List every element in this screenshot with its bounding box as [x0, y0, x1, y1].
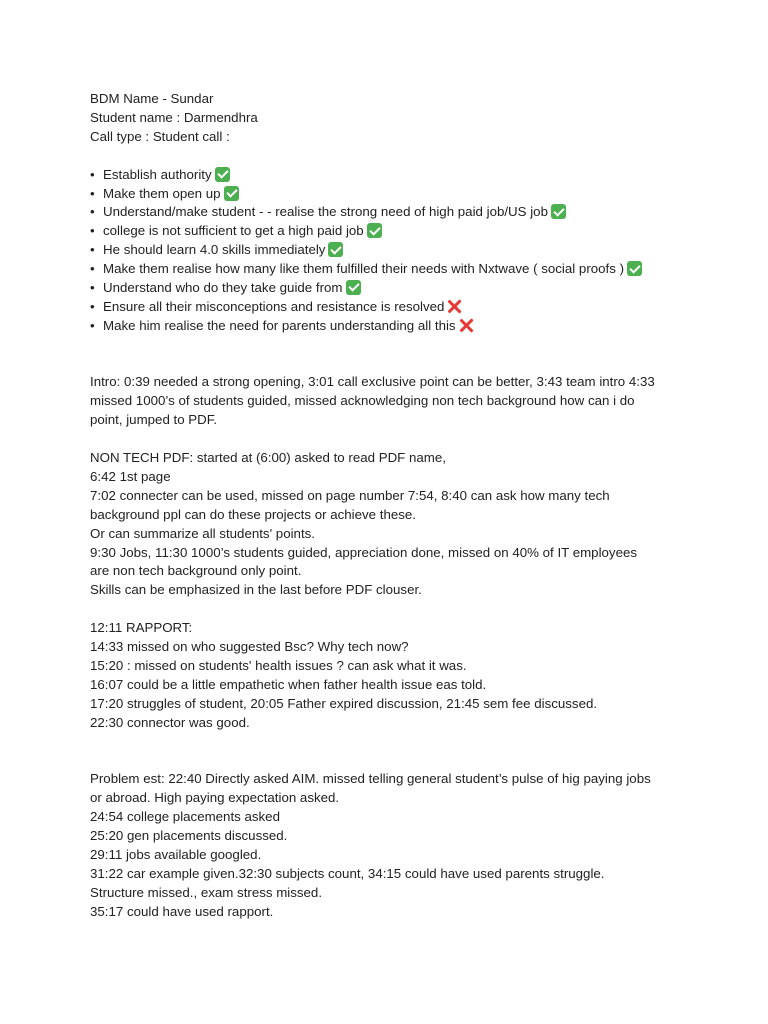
non-tech-pdf-line: Skills can be emphasized in the last before PDF clouser. [90, 582, 422, 598]
rapport-section [90, 619, 690, 732]
rapport-line: 17:20 struggles of student, 20:05 Father expired discussion, 21:45 sem fee discussed. [90, 695, 598, 711]
checklist-item [90, 185, 690, 204]
check-mark-icon [328, 242, 343, 257]
problem-est-line: 24:54 college placements asked [90, 809, 280, 825]
problem-est-line: 25:20 gen placements discussed. [90, 828, 288, 844]
rapport-line: 16:07 could be a little empathetic when father health issue eas told. [90, 676, 487, 692]
checklist-item [90, 166, 690, 185]
checklist-item-text: Make him realise the need for parents understanding all this [103, 317, 456, 333]
checklist-item-text: Ensure all their misconceptions and resistance is resolved [103, 298, 445, 314]
checklist-item [90, 203, 690, 222]
problem-est-line: Structure missed., exam stress missed. [90, 884, 323, 900]
problem-est-line: or abroad. High paying expectation asked. [90, 790, 340, 806]
checklist-item [90, 222, 690, 241]
check-mark-icon [551, 204, 566, 219]
bullet-icon: • [90, 166, 95, 182]
intro-line: point, jumped to PDF. [90, 412, 218, 428]
checklist-item-text: Understand who do they take guide from [103, 279, 343, 295]
header-block [90, 90, 690, 147]
cross-mark-icon [447, 299, 462, 314]
checklist-item-text: Make them realise how many like them fulfilled their needs with Nxtwave ( social proofs ) [103, 261, 625, 277]
non-tech-pdf-section [90, 449, 690, 600]
checklist-item [90, 241, 690, 260]
rapport-line: 15:20 : missed on students' health issues ? can ask what it was. [90, 657, 467, 673]
call-type: Call type : Student call : [90, 128, 230, 144]
problem-est-line: 35:17 could have used rapport. [90, 903, 274, 919]
intro-section [90, 373, 690, 430]
non-tech-pdf-line: Or can summarize all students' points. [90, 525, 315, 541]
checklist-item [90, 298, 690, 317]
check-mark-icon [346, 280, 361, 295]
student-name: Student name : Darmendhra [90, 109, 258, 125]
checklist-item [90, 317, 690, 336]
bullet-icon: • [90, 204, 95, 220]
problem-est-line: 31:22 car example given.32:30 subjects count, 34:15 could have used parents struggle. [90, 865, 605, 881]
problem-est-section [90, 770, 690, 921]
checklist-item [90, 260, 690, 279]
check-mark-icon [215, 167, 230, 182]
intro-line: Intro: 0:39 needed a strong opening, 3:01 call exclusive point can be better, 3:43 team intro 4:33 [90, 374, 655, 390]
bullet-icon: • [90, 242, 95, 258]
rapport-line: 12:11 RAPPORT: [90, 620, 193, 636]
non-tech-pdf-line: background ppl can do these projects or achieve these. [90, 506, 416, 522]
checklist-item [90, 279, 690, 298]
problem-est-line: 29:11 jobs available googled. [90, 847, 262, 863]
bdm-name: BDM Name - Sundar [90, 91, 214, 106]
checklist-item-text: Make them open up [103, 185, 221, 201]
checklist-item-text: college is not sufficient to get a high paid job [103, 223, 364, 239]
bullet-icon: • [90, 317, 95, 333]
bullet-icon: • [90, 279, 95, 295]
non-tech-pdf-line: 7:02 connecter can be used, missed on page number 7:54, 8:40 can ask how many tech [90, 487, 610, 503]
bullet-icon: • [90, 223, 95, 239]
checklist-item-text: Establish authority [103, 166, 212, 182]
cross-mark-icon [459, 318, 474, 333]
check-mark-icon [224, 186, 239, 201]
bullet-icon: • [90, 261, 95, 277]
rapport-line: 22:30 connector was good. [90, 714, 250, 730]
non-tech-pdf-line: NON TECH PDF: started at (6:00) asked to read PDF name, [90, 450, 446, 466]
document-page [90, 90, 690, 922]
non-tech-pdf-line: are non tech background only point. [90, 563, 302, 579]
bullet-icon: • [90, 185, 95, 201]
intro-line: missed 1000’s of students guided, missed acknowledging non tech background how can i do [90, 393, 635, 409]
checklist-item-text: He should learn 4.0 skills immediately [103, 242, 326, 258]
check-mark-icon [367, 223, 382, 238]
rapport-line: 14:33 missed on who suggested Bsc? Why tech now? [90, 639, 409, 655]
problem-est-line: Problem est: 22:40 Directly asked AIM. missed telling general student’s pulse of hig paying jobs [90, 771, 651, 787]
bullet-icon: • [90, 298, 95, 314]
non-tech-pdf-line: 6:42 1st page [90, 468, 171, 484]
checklist [90, 166, 690, 336]
non-tech-pdf-line: 9:30 Jobs, 11:30 1000’s students guided, appreciation done, missed on 40% of IT employees [90, 544, 638, 560]
check-mark-icon [627, 261, 642, 276]
checklist-item-text: Understand/make student - - realise the strong need of high paid job/US job [103, 204, 548, 220]
